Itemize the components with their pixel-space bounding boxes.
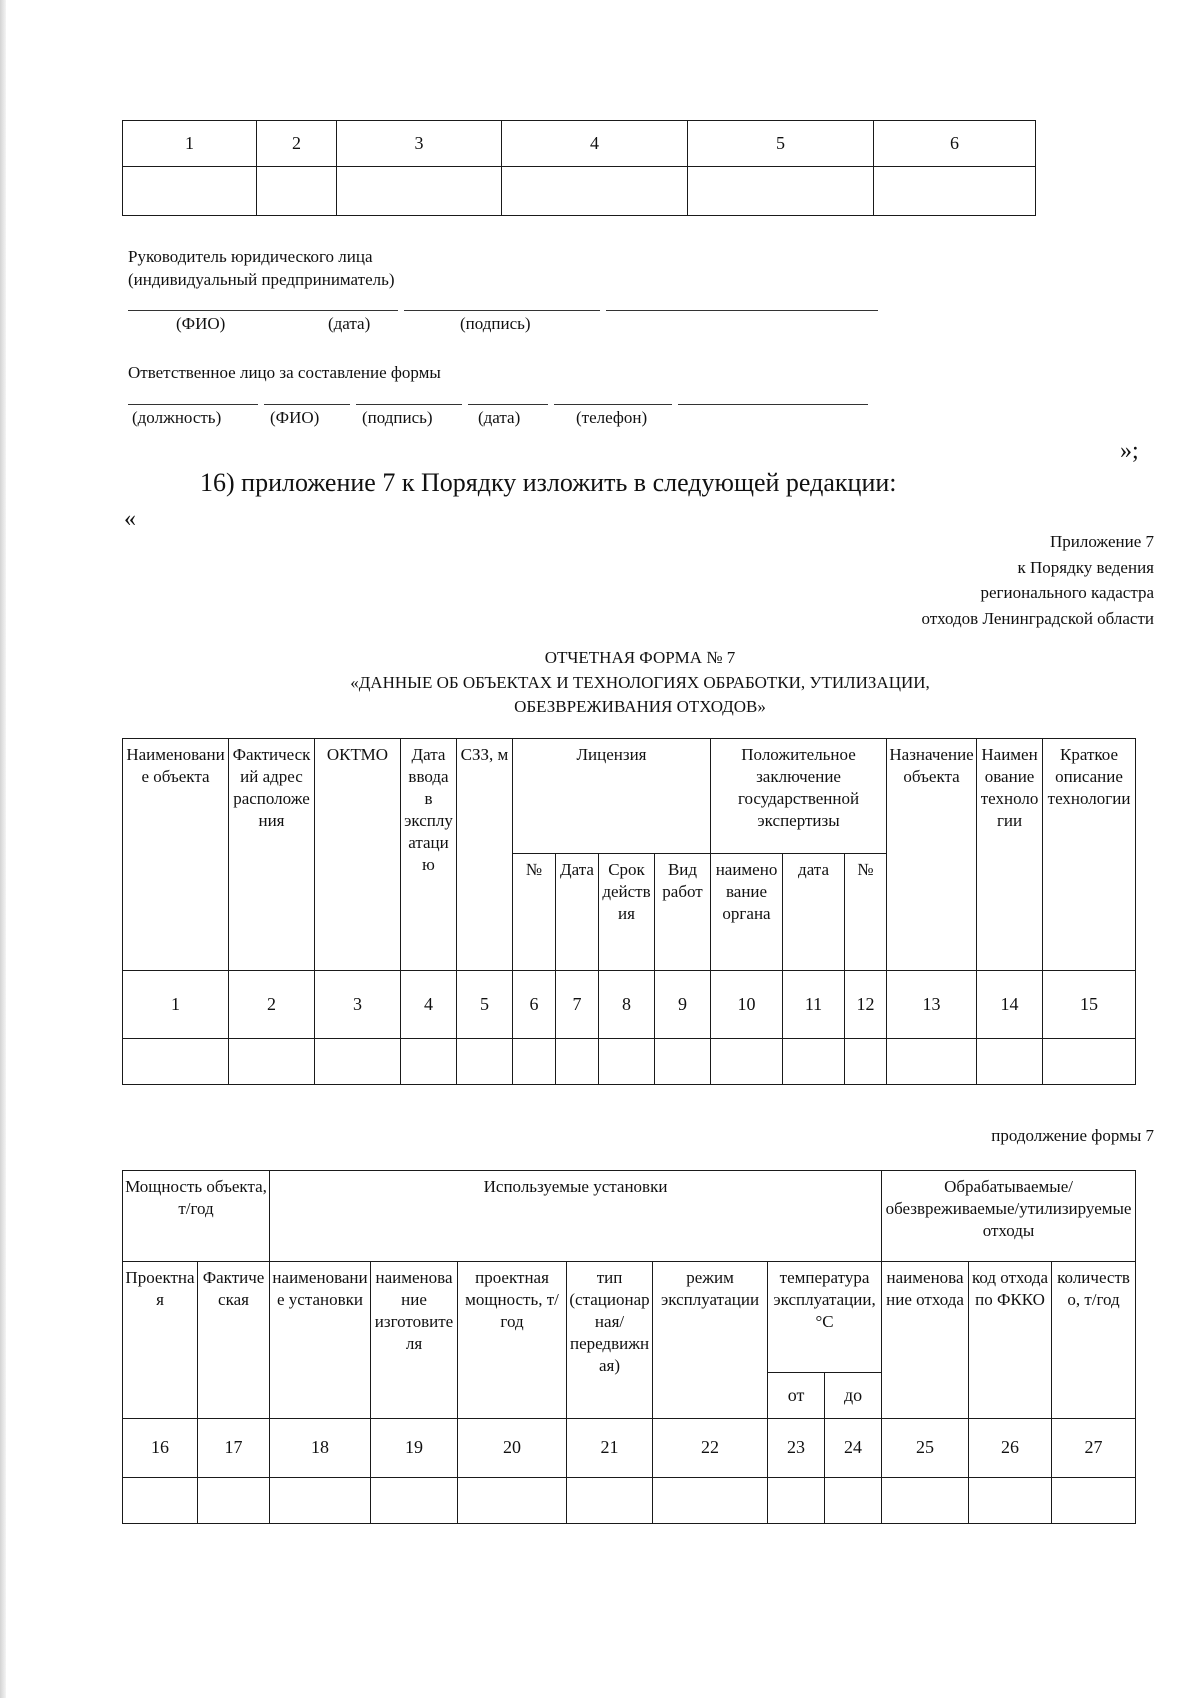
head-label-line-2: (индивидуальный предприниматель)	[128, 269, 395, 289]
form-7-table	[122, 738, 1136, 1085]
empty-cell	[401, 1039, 457, 1085]
header-license-date: Дата	[556, 854, 599, 971]
header-license-number: №	[513, 854, 556, 971]
scan-edge	[0, 0, 6, 1698]
appendix-note-line: Приложение 7	[1050, 532, 1154, 551]
appendix-note-line: отходов Ленинградской области	[921, 608, 1154, 628]
header-object-purpose: Назначение объекта	[887, 739, 977, 971]
empty-cell	[315, 1039, 401, 1085]
header-capacity: Мощность объекта, т/год	[123, 1171, 270, 1262]
top-table-col-number: 1	[123, 121, 257, 167]
signature-underline	[678, 404, 868, 405]
column-number: 6	[513, 971, 556, 1039]
header-manufacturer-name: наименование изготовителя	[371, 1262, 458, 1419]
header-expertise-date: дата	[783, 854, 845, 971]
empty-cell	[599, 1039, 655, 1085]
empty-cell	[337, 167, 502, 216]
empty-cell	[257, 167, 337, 216]
header-commission-date: Дата ввода в эксплуатацию	[401, 739, 457, 971]
caption-date: (дата)	[478, 408, 521, 427]
opening-quote: «	[124, 506, 136, 532]
header-technology-description: Краткое описание технологии	[1043, 739, 1136, 971]
column-number: 11	[783, 971, 845, 1039]
top-table-col-number: 2	[257, 121, 337, 167]
caption-signature: (подпись)	[362, 408, 433, 427]
column-number: 16	[123, 1419, 198, 1478]
column-number: 26	[969, 1419, 1052, 1478]
header-installations: Используемые установки	[270, 1171, 882, 1262]
caption-position: (должность)	[132, 408, 222, 427]
empty-cell	[711, 1039, 783, 1085]
form-title-line: ОТЧЕТНАЯ ФОРМА № 7	[544, 648, 736, 667]
signature-underline	[264, 404, 350, 405]
form-title	[150, 646, 1130, 720]
column-number: 25	[882, 1419, 969, 1478]
signature-underline	[404, 310, 600, 311]
column-number: 8	[599, 971, 655, 1039]
header-oktmo: ОКТМО	[315, 739, 401, 971]
form-7-continuation-table	[122, 1170, 1136, 1524]
column-number: 1	[123, 971, 229, 1039]
empty-cell	[977, 1039, 1043, 1085]
header-expertise-organ: наименование органа	[711, 854, 783, 971]
header-object-name: Наименование объекта	[123, 739, 229, 971]
empty-cell	[1043, 1039, 1136, 1085]
header-license-work-type: Вид работ	[655, 854, 711, 971]
empty-cell	[825, 1478, 882, 1524]
empty-cell	[123, 1039, 229, 1085]
empty-cell	[567, 1478, 653, 1524]
responsible-person-label: Ответственное лицо за составление формы	[128, 363, 441, 382]
empty-cell	[882, 1478, 969, 1524]
header-installation-name: наименование установки	[270, 1262, 371, 1419]
column-number: 2	[229, 971, 315, 1039]
top-table-col-number: 5	[688, 121, 874, 167]
empty-cell	[655, 1039, 711, 1085]
column-number: 17	[198, 1419, 270, 1478]
appendix-note-line: к Порядку ведения	[1017, 557, 1154, 577]
caption-fio: (ФИО)	[270, 408, 320, 427]
caption-phone: (телефон)	[576, 408, 648, 427]
empty-cell	[229, 1039, 315, 1085]
column-number: 19	[371, 1419, 458, 1478]
header-szz: СЗЗ, м	[457, 739, 513, 971]
header-temperature-to: до	[825, 1373, 882, 1419]
column-number: 23	[768, 1419, 825, 1478]
signature-underline	[128, 310, 398, 311]
signature-underline	[468, 404, 548, 405]
empty-cell	[688, 167, 874, 216]
header-operating-temperature: температура эксплуатации, °С	[768, 1262, 882, 1373]
caption-date: (дата)	[328, 314, 371, 333]
column-number: 13	[887, 971, 977, 1039]
signature-underline	[554, 404, 672, 405]
header-license: Лицензия	[513, 739, 711, 854]
amendment-heading: 16) приложение 7 к Порядку изложить в следующей редакции:	[200, 468, 897, 497]
column-number: 5	[457, 971, 513, 1039]
empty-cell	[887, 1039, 977, 1085]
signature-underline	[606, 310, 878, 311]
header-installation-type: тип (стационарная/передвижная)	[567, 1262, 653, 1419]
column-number: 15	[1043, 971, 1136, 1039]
empty-cell	[198, 1478, 270, 1524]
header-operating-mode: режим эксплуатации	[653, 1262, 768, 1419]
column-number: 10	[711, 971, 783, 1039]
column-number: 27	[1052, 1419, 1136, 1478]
header-waste-name: наименование отхода	[882, 1262, 969, 1419]
column-number: 9	[655, 971, 711, 1039]
empty-cell	[513, 1039, 556, 1085]
column-number: 12	[845, 971, 887, 1039]
column-number: 7	[556, 971, 599, 1039]
head-label-line-1: Руководитель юридического лица	[128, 247, 373, 266]
continuation-caption: продолжение формы 7	[991, 1126, 1154, 1145]
header-wastes: Обрабатываемые/обезвреживаемые/утилизируемые отходы	[882, 1171, 1136, 1262]
header-technology-name: Наименование технологии	[977, 739, 1043, 971]
form-title-line: ОБЕЗВРЕЖИВАНИЯ ОТХОДОВ»	[514, 697, 766, 717]
empty-cell	[768, 1478, 825, 1524]
caption-signature: (подпись)	[460, 314, 531, 333]
empty-cell	[783, 1039, 845, 1085]
empty-cell	[457, 1039, 513, 1085]
column-number: 14	[977, 971, 1043, 1039]
signature-underline	[356, 404, 462, 405]
empty-cell	[874, 167, 1036, 216]
header-actual-address: Фактический адрес расположения	[229, 739, 315, 971]
signature-underline	[128, 404, 258, 405]
header-fkko-code: код отхода по ФККО	[969, 1262, 1052, 1419]
column-number: 24	[825, 1419, 882, 1478]
column-number: 3	[315, 971, 401, 1039]
closing-quote: »;	[1120, 438, 1139, 464]
empty-cell	[653, 1478, 768, 1524]
header-temperature-from: от	[768, 1373, 825, 1419]
top-table-col-number: 6	[874, 121, 1036, 167]
head-signature-label	[128, 246, 395, 292]
caption-fio: (ФИО)	[176, 314, 226, 333]
column-number: 18	[270, 1419, 371, 1478]
top-table	[122, 120, 1036, 216]
header-installation-capacity: проектная мощность, т/год	[458, 1262, 567, 1419]
form-title-line: «ДАННЫЕ ОБ ОБЪЕКТАХ И ТЕХНОЛОГИЯХ ОБРАБОТКИ, УТИЛИЗАЦИИ,	[350, 672, 930, 692]
header-expertise-number: №	[845, 854, 887, 971]
header-expertise: Положительное заключение государственной экспертизы	[711, 739, 887, 854]
empty-cell	[1052, 1478, 1136, 1524]
header-waste-quantity: количество, т/год	[1052, 1262, 1136, 1419]
column-number: 4	[401, 971, 457, 1039]
empty-cell	[458, 1478, 567, 1524]
header-design-capacity: Проектная	[123, 1262, 198, 1419]
column-number: 22	[653, 1419, 768, 1478]
appendix-note	[921, 529, 1154, 631]
empty-cell	[969, 1478, 1052, 1524]
empty-cell	[123, 1478, 198, 1524]
empty-cell	[270, 1478, 371, 1524]
column-number: 21	[567, 1419, 653, 1478]
empty-cell	[371, 1478, 458, 1524]
empty-cell	[502, 167, 688, 216]
header-license-term: Срок действия	[599, 854, 655, 971]
appendix-note-line: регионального кадастра	[980, 583, 1154, 602]
empty-cell	[556, 1039, 599, 1085]
top-table-col-number: 3	[337, 121, 502, 167]
header-actual-capacity: Фактическая	[198, 1262, 270, 1419]
column-number: 20	[458, 1419, 567, 1478]
top-table-col-number: 4	[502, 121, 688, 167]
empty-cell	[123, 167, 257, 216]
empty-cell	[845, 1039, 887, 1085]
